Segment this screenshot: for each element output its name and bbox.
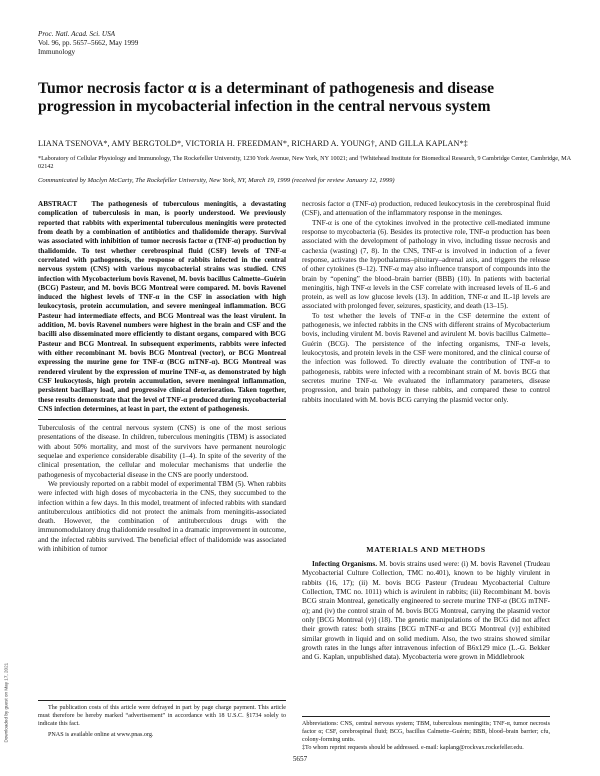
abbreviations-note: Abbreviations: CNS, central nervous system; TBM, tuberculous meningitis; TNF-α, tumor necrosis factor α; CSF, cerebrospinal fluid; BCG, bacillus Calmette–Guérin; BBB, blood–brain barrier; cfu, colony-forming units. <box>302 721 550 743</box>
footnote-divider-left <box>38 700 286 701</box>
methods-subhead: Infecting Organisms. <box>312 560 378 568</box>
methods-section <box>302 560 550 662</box>
download-watermark: Downloaded by guest on May 17, 2021 <box>3 662 9 743</box>
intro-paragraph: To test whether the levels of TNF-α in the CSF determine the extent of pathogenesis, we infected rabbits in the CNS with different strains of Mycobacterium bovis, including virulent M. bovis Ravenel and avirulent M. bovis bacillus Calmette–Guérin (BCG). The persistence of the infecting organisms, TNF-α levels, leukocytosis, and protein levels in the CSF were monitored, and the clinical course of the infection was followed. To directly evaluate the contribution of TNF-α to pathogenesis, rabbits were infected with a recombinant strain of M. bovis BCG that secretes murine TNF-α. We evaluated the inflammatory parameters, disease progression, and brain pathology in these rabbits, and compared these to control rabbits inoculated with M. bovis BCG carrying the plasmid vector only. <box>302 311 550 404</box>
intro-paragraph: We previously reported on a rabbit model of experimental TBM (5). When rabbits were infected with high doses of mycobacteria in the CNS, they succumbed to the infection within a few days. In this model, treatment of infected rabbits with standard antituberculous antibiotics did not protect the animals from meningitis-associated death. However, the combination of antituberculous drugs with the immunomodulatory drug thalidomide resulted in a dramatic improvement in outcome, and the infected rabbits survived. The beneficial effect of thalidomide was associated with inhibition of tumor <box>38 479 286 554</box>
journal-header <box>38 30 138 57</box>
footnote-left <box>38 704 286 739</box>
journal-section: Immunology <box>38 48 76 56</box>
page-charge-note: The publication costs of this article were defrayed in part by page charge payment. This article must therefore be hereby marked “advertisement” in accordance with 18 U.S.C. §1734 solely to indicate this fact. <box>38 705 286 727</box>
page-number: 5657 <box>292 755 308 763</box>
intro-right-column <box>302 200 550 405</box>
abstract-text: The pathogenesis of tuberculous meningitis, a devastating complication of tuberculosis in man, is poorly understood. We previously reported that rabbits with experimental tuberculous meningitis were protected from death by a combination of antibiotics and thalidomide therapy. Survival was associated with inhibition of tumor necrosis factor α (TNF-α) production by thalidomide. To test whether cerebrospinal fluid (CSF) levels of TNF-α correlated with pathogenesis, the response of rabbits infected in the central nervous system (CNS) with various mycobacterial strains was studied. CNS infection with Mycobacterium bovis Ravenel, M. bovis bacillus Calmette–Guérin (BCG) Pasteur, and M. bovis BCG Montreal were compared. M. bovis Ravenel induced the highest levels of TNF-α in the CSF in association with high leukocytosis, protein accumulation, and severe meningeal inflammation. BCG Pasteur had intermediate effects, and BCG Montreal was the least virulent. In addition, M. bovis Ravenel numbers were highest in the brain and CSF and the bacilli also disseminated more efficiently to distant organs, compared with BCG Pasteur and BCG Montreal. In subsequent experiments, rabbits were infected with either recombinant M. bovis BCG Montreal (vector), or BCG Montreal expressing the murine gene for TNF-α (BCG mTNF-α). BCG Montreal was rendered virulent by the expression of murine TNF-α, as demonstrated by high CSF leukocytosis, high protein accumulation, severe meningeal inflammation, persistent bacillary load, and progressive clinical deterioration. Taken together, these results demonstrate that the level of TNF-α produced during mycobacterial CNS infection determines, at least in part, the extent of pathogenesis. <box>38 200 287 413</box>
intro-paragraph: necrosis factor α (TNF-α) production, reduced leukocytosis in the cerebrospinal fluid (CSF), and attenuation of the inflammatory response in the meninges. <box>302 200 550 218</box>
communicated-by: Communicated by Maclyn McCarty, The Rockefeller University, New York, NY, March 19, 1999 (received for review January 12, 1999) <box>38 177 395 184</box>
abstract-divider <box>38 419 286 420</box>
affiliations: *Laboratory of Cellular Physiology and Immunology, The Rockefeller University, 1230 York Avenue, New York, NY 10021; and †Whitehead Institute for Biomedical Research, 9 Cambridge Center, Cambridge, MA 02142 <box>38 155 571 171</box>
intro-paragraph: Tuberculosis of the central nervous system (CNS) is one of the most serious presentations of the disease. In children, tuberculous meningitis (TBM) is associated with about 50% mortality, and most of the survivors have permanent neurologic sequelae and experience considerable disability (1–4). In spite of the severity of the clinical presentation, the cellular and molecular mechanisms that underlie the pathogenesis of mycobacterial disease in the CNS are poorly understood. <box>38 424 286 479</box>
intro-paragraph: TNF-α is one of the cytokines involved in the protective cell-mediated immune response to mycobacteria (6). Besides its protective role, TNF-α production has been associated with the development of pathology in vivo, including tissue necrosis and cachexia (wasting) (7, 8). In the CNS, TNF-α is involved in induction of a fever response, activates the hypothalamus–pituitary–adrenal axis, and triggers the release of other cytokines (9–12). TNF-α may also influence transport of compounds into the brain by “opening” the blood–brain barrier (BBB) (10). In patients with bacterial meningitis, high TNF-α levels in the CSF correlate with increased levels of IL-6 and protein, as well as low glucose levels (13). In addition, TNF-α and IL-1β levels are associated with prolonged fever, seizures, spasticity, and death (13–15). <box>302 218 550 311</box>
article-title: Tumor necrosis factor α is a determinant of pathogenesis and disease progression in mycobacterial infection in the central nervous system <box>38 80 495 115</box>
intro-left-column <box>38 424 286 554</box>
reprint-note: ‡To whom reprint requests should be addressed. e-mail: kaplang@rockvax.rockefeller.edu. <box>302 745 524 751</box>
abstract <box>38 200 286 414</box>
pnas-online-note: PNAS is available online at www.pnas.org. <box>48 732 154 738</box>
methods-heading: MATERIALS AND METHODS <box>366 545 486 554</box>
journal-volume: Vol. 96, pp. 5657–5662, May 1999 <box>38 39 139 47</box>
footnote-divider-right <box>302 716 550 717</box>
journal-name: Proc. Natl. Acad. Sci. USA <box>38 30 116 38</box>
methods-text: M. bovis strains used were: (i) M. bovis Ravenel (Trudeau Mycobacterial Culture Collection, TMC no.401), known to be highly virulent in rabbits (16, 17); (ii) M. bovis BCG Pasteur (Trudeau Mycobacterial Culture Collection, TMC no. 1011) which is avirulent in rabbits; (iii) Recombinant M. bovis BCG strain Montreal, genetically engineered to secrete murine TNF-α (BCG mTNF-α); and (iv) the control strain of M. bovis BCG Montreal, carrying the plasmid vector only [BCG Montreal (v)] (18). The genetic manipulations of the BCG did not affect their growth rates: both strains [BCG mTNF-α and BCG Montreal (v)] exhibited similar growth in liquid and on solid medium. Also, the two strains showed similar growth rates in the lungs after intravenous infection of B6x129 mice (L.-G. Bekker and G. Kaplan, unpublished data). Mycobacteria were grown in Middlebrook <box>302 560 551 662</box>
footnote-right <box>302 720 550 752</box>
author-list: LIANA TSENOVA*, AMY BERGTOLD*, VICTORIA H. FREEDMAN*, RICHARD A. YOUNG†, AND GILLA KAPLAN*‡ <box>38 139 468 148</box>
abstract-label: ABSTRACT <box>38 200 78 208</box>
